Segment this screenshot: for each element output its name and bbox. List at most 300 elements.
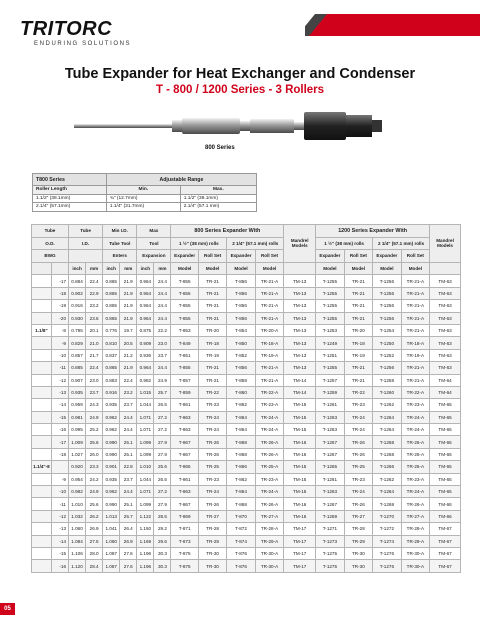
mandrel-800-cell: TM-15	[284, 473, 316, 485]
mandrel-800-cell: TM-13	[284, 287, 316, 299]
rollset-1200-57-cell: TR-19-A	[401, 349, 429, 361]
tube-size-cell	[32, 535, 52, 547]
expander-800-57-cell: T-856	[227, 287, 255, 299]
rollset-800-38-cell: TR-26	[198, 448, 226, 460]
expander-1200-57-cell: T-1268	[373, 448, 401, 460]
max-mm-cell: 29.2	[154, 523, 171, 535]
mandrel-800-cell: TM-15	[284, 424, 316, 436]
model-header: Model	[401, 262, 429, 275]
min-id-inch-cell: 0.810	[103, 337, 120, 349]
rollset-800-38-cell: TR-21	[198, 300, 226, 312]
id-mm-cell: 21.0	[86, 337, 103, 349]
max-inch-cell: 1.071	[137, 411, 154, 423]
id-mm-cell: 27.5	[86, 535, 103, 547]
id-inch-cell: 0.982	[69, 486, 86, 498]
tube-size-cell	[32, 498, 52, 510]
rollset-1200-38-cell: TR-21	[344, 362, 372, 374]
expander-800-38-cell: T-865	[171, 461, 198, 473]
rollset-1200-38-cell: TR-23	[344, 473, 372, 485]
rollset-800-57-cell: TR-30-A	[255, 560, 283, 572]
expander-800-57-cell: T-874	[227, 535, 255, 547]
id-mm-cell: 23.2	[86, 300, 103, 312]
header-banner	[305, 14, 480, 36]
bwg-cell: -9	[51, 337, 68, 349]
min-id-mm-cell: 25.1	[120, 498, 137, 510]
rollset-1200-38-cell: TR-24	[344, 411, 372, 423]
min-id-mm-cell: 25.7	[120, 510, 137, 522]
max-mm-cell: 23.7	[154, 349, 171, 361]
expander-header: Expander	[373, 250, 401, 263]
table-row	[32, 436, 461, 448]
id-mm-cell: 23.6	[86, 312, 103, 324]
rollset-800-57-cell: TR-23-A	[255, 473, 283, 485]
max-mm-cell: 27.2	[154, 424, 171, 436]
expander-800-57-cell: T-854	[227, 324, 255, 336]
mandrel-1200-cell: TM-65	[430, 411, 461, 423]
id-mm-cell: 23.7	[86, 386, 103, 398]
model-header: Model	[316, 262, 344, 275]
max-inch-cell: 1.099	[137, 436, 154, 448]
expander-1200-57-cell: T-1270	[373, 510, 401, 522]
id-inch-cell: 1.009	[69, 436, 86, 448]
min-id-mm-cell: 26.9	[120, 535, 137, 547]
id-mm-cell: 20.1	[86, 324, 103, 336]
mandrel-800-cell: TM-13	[284, 337, 316, 349]
max-mm-cell: 30.3	[154, 560, 171, 572]
rollset-1200-57-cell: TR-23-A	[401, 473, 429, 485]
roller-length-cell: 2.1/4" (57.1mm)	[33, 203, 107, 212]
max-mm-cell: 24.4	[154, 300, 171, 312]
max-mm-cell: 25.7	[154, 386, 171, 398]
roll-set-header: Roll Set	[344, 250, 372, 263]
expander-1200-57-cell: T-1256	[373, 287, 401, 299]
rollset-1200-57-cell: TR-21-A	[401, 374, 429, 386]
min-id-mm-cell: 26.4	[120, 523, 137, 535]
mandrel-1200-cell: TM-63	[430, 337, 461, 349]
expander-1200-38-cell: T-1253	[316, 324, 344, 336]
rollset-800-38-cell: TR-21	[198, 374, 226, 386]
mandrel-1200-cell: TM-67	[430, 560, 461, 572]
min-id-inch-cell: 0.990	[103, 498, 120, 510]
rollset-1200-57-cell: TR-26-A	[401, 448, 429, 460]
max-inch-cell: 1.044	[137, 473, 154, 485]
bwg-cell: -16	[51, 424, 68, 436]
mandrel-800-cell: TM-15	[284, 461, 316, 473]
roller-length-cell: 1.1/2" (38.1mm)	[33, 194, 107, 203]
expander-1200-38-cell: T-1269	[316, 510, 344, 522]
tube-size-cell	[32, 510, 52, 522]
max-mm-cell: 24.4	[154, 362, 171, 374]
rollset-800-57-cell: TR-26-A	[255, 498, 283, 510]
max-mm-cell: 25.6	[154, 461, 171, 473]
expander-1200-57-cell: T-1262	[373, 473, 401, 485]
id-inch-cell: 1.032	[69, 510, 86, 522]
rollset-1200-38-cell: TR-27	[344, 510, 372, 522]
id-inch-cell: 1.084	[69, 535, 86, 547]
max-inch-cell: 0.964	[137, 275, 154, 287]
mandrel-800-cell: TM-17	[284, 523, 316, 535]
bwg-cell: -14	[51, 399, 68, 411]
max-mm-cell: 24.4	[154, 275, 171, 287]
expander-1200-38-cell: T-1267	[316, 498, 344, 510]
bwg-cell: -11	[51, 498, 68, 510]
max-mm-cell: 24.4	[154, 312, 171, 324]
min-id-mm-cell: 24.4	[120, 424, 137, 436]
max-inch-cell: 1.122	[137, 510, 154, 522]
min-id-mm-cell: 21.9	[120, 275, 137, 287]
table-row	[32, 473, 461, 485]
rollset-1200-38-cell: TR-22	[344, 386, 372, 398]
expander-1200-38-cell: T-1265	[316, 461, 344, 473]
mandrel-1200-cell: TM-65	[430, 486, 461, 498]
blank-header	[284, 262, 316, 275]
tube-size-cell	[32, 275, 52, 287]
min-id-inch-cell: 1.013	[103, 510, 120, 522]
rollset-800-57-cell: TR-26-A	[255, 448, 283, 460]
expander-1200-57-cell: T-1276	[373, 547, 401, 559]
rollset-800-38-cell: TR-21	[198, 287, 226, 299]
expander-800-57-cell: T-866	[227, 461, 255, 473]
rollset-1200-57-cell: TR-27-A	[401, 510, 429, 522]
expander-800-38-cell: T-855	[171, 300, 198, 312]
id-mm-cell: 24.9	[86, 486, 103, 498]
rollset-1200-57-cell: TR-23-A	[401, 399, 429, 411]
max-inch-cell: 1.010	[137, 461, 154, 473]
bwg-cell: -17	[51, 436, 68, 448]
expander-header: Expander	[171, 250, 198, 263]
rollset-1200-57-cell: TR-21-A	[401, 287, 429, 299]
mandrel-1200-cell: TM-65	[430, 473, 461, 485]
rollset-1200-57-cell: TR-18-A	[401, 337, 429, 349]
unit-inch: inch	[137, 262, 154, 275]
max-mm-cell: 27.2	[154, 486, 171, 498]
table-row	[32, 324, 461, 336]
id-mm-cell: 22.4	[86, 275, 103, 287]
expander-1200-38-cell: T-1267	[316, 436, 344, 448]
min-id-inch-cell: 0.962	[103, 486, 120, 498]
rollset-800-57-cell: TR-28-A	[255, 523, 283, 535]
expander-800-38-cell: T-855	[171, 362, 198, 374]
expander-header: Expander	[316, 250, 344, 263]
id-inch-cell: 0.959	[69, 399, 86, 411]
table-row	[32, 300, 461, 312]
rollset-800-57-cell: TR-21-A	[255, 287, 283, 299]
max-mm-cell: 28.5	[154, 510, 171, 522]
expander-1200-57-cell: T-1268	[373, 498, 401, 510]
tube-size-cell	[32, 547, 52, 559]
max-inch-cell: 0.964	[137, 312, 154, 324]
id-inch-cell: 0.902	[69, 287, 86, 299]
page-number: 05	[0, 603, 15, 615]
rolls-57-header: 2 1/4" (57.1 mm) rolls	[227, 237, 284, 250]
max-inch-cell: 0.909	[137, 337, 154, 349]
min-id-mm-cell: 21.9	[120, 312, 137, 324]
mandrel-800-cell: TM-14	[284, 386, 316, 398]
max-inch-cell: 1.015	[137, 386, 154, 398]
expander-1200-38-cell: T-1249	[316, 337, 344, 349]
mandrel-label: Mandrel	[290, 238, 309, 244]
min-id-mm-cell: 22.8	[120, 461, 137, 473]
id-mm-cell: 24.3	[86, 399, 103, 411]
expander-1200-57-cell: T-1276	[373, 560, 401, 572]
table-row	[32, 411, 461, 423]
expander-800-38-cell: T-863	[171, 411, 198, 423]
id-mm-cell: 26.2	[86, 510, 103, 522]
max-mm-cell: 27.9	[154, 448, 171, 460]
bwg-header: BWG	[32, 250, 69, 263]
rollset-1200-38-cell: TR-30	[344, 560, 372, 572]
id-inch-cell: 0.954	[69, 473, 86, 485]
table-row	[32, 510, 461, 522]
mandrel-models-header	[284, 225, 316, 263]
expander-1200-38-cell: T-1271	[316, 523, 344, 535]
expander-800-38-cell: T-855	[171, 287, 198, 299]
max-inch-cell: 0.982	[137, 374, 154, 386]
blank-header	[430, 262, 461, 275]
rollset-800-38-cell: TR-19	[198, 349, 226, 361]
max-mm-cell: 30.3	[154, 547, 171, 559]
id-inch-cell: 1.120	[69, 560, 86, 572]
id-mm-cell: 26.9	[86, 523, 103, 535]
rollset-1200-38-cell: TR-21	[344, 287, 372, 299]
rollset-800-38-cell: TR-25	[198, 461, 226, 473]
mandrel-1200-cell: TM-66	[430, 448, 461, 460]
rollset-800-57-cell: TR-26-A	[255, 436, 283, 448]
expander-800-57-cell: T-864	[227, 411, 255, 423]
table-row	[32, 374, 461, 386]
id-inch-cell: 0.935	[69, 386, 86, 398]
min-id-inch-cell: 1.041	[103, 523, 120, 535]
id-inch-cell: 0.907	[69, 374, 86, 386]
mandrel-800-cell: TM-15	[284, 411, 316, 423]
expander-800-38-cell: T-859	[171, 386, 198, 398]
id-inch-cell: 0.995	[69, 424, 86, 436]
rollset-800-38-cell: TR-22	[198, 386, 226, 398]
min-id-inch-cell: 0.962	[103, 411, 120, 423]
max-inch-cell: 1.196	[137, 547, 154, 559]
max-header: Max.	[180, 186, 256, 195]
mandrel-800-cell: TM-13	[284, 362, 316, 374]
logo-brand: TRITORC	[20, 18, 113, 40]
max-inch-cell: 1.071	[137, 424, 154, 436]
expander-1200-57-cell: T-1260	[373, 386, 401, 398]
rollset-800-38-cell: TR-29	[198, 535, 226, 547]
table-row	[32, 399, 461, 411]
mandrel-1200-cell: TM-63	[430, 349, 461, 361]
bwg-cell: -17	[51, 275, 68, 287]
tube-size-cell	[32, 448, 52, 460]
tube-size-cell	[32, 362, 52, 374]
bwg-cell: -16	[51, 560, 68, 572]
tube-size-cell	[32, 287, 52, 299]
mandrel-1200-cell: TM-63	[430, 275, 461, 287]
min-id-inch-cell: 1.060	[103, 535, 120, 547]
rolls-38-header: 1 ½" (38 mm) rolls	[171, 237, 227, 250]
id-mm-cell: 23.3	[86, 461, 103, 473]
rollset-1200-57-cell: TR-21-A	[401, 362, 429, 374]
rollset-800-57-cell: TR-30-A	[255, 547, 283, 559]
max-mm-cell: 27.2	[154, 411, 171, 423]
min-id-inch-cell: 0.865	[103, 362, 120, 374]
table-row	[32, 337, 461, 349]
rolls-57-header: 2 1/4" (57.1 mm) rolls	[373, 237, 430, 250]
max-mm-cell: 23.0	[154, 337, 171, 349]
min-id-inch-cell: 0.990	[103, 448, 120, 460]
bwg-cell: -8	[51, 324, 68, 336]
expander-800-57-cell: T-856	[227, 275, 255, 287]
min-id-inch-cell: 0.865	[103, 275, 120, 287]
bwg-cell: -19	[51, 300, 68, 312]
unit-mm: mm	[86, 262, 103, 275]
rollset-1200-57-cell: TR-28-A	[401, 523, 429, 535]
expander-800-57-cell: T-862	[227, 473, 255, 485]
id-inch-cell: 0.930	[69, 312, 86, 324]
unit-mm: mm	[154, 262, 171, 275]
expander-800-38-cell: T-853	[171, 324, 198, 336]
max-mm-cell: 24.9	[154, 374, 171, 386]
mandrel-1200-cell: TM-67	[430, 547, 461, 559]
tube-size-cell	[32, 374, 52, 386]
id-inch-cell: 0.920	[69, 461, 86, 473]
mandrel-1200-cell: TM-63	[430, 287, 461, 299]
bwg-cell: -13	[51, 523, 68, 535]
min-id-inch-cell: 1.087	[103, 547, 120, 559]
mandrel-800-cell: TM-13	[284, 349, 316, 361]
expander-1200-38-cell: T-1255	[316, 300, 344, 312]
tube-tool-header: Tube Tool	[103, 237, 137, 250]
rollset-800-38-cell: TR-28	[198, 523, 226, 535]
rollset-1200-38-cell: TR-26	[344, 448, 372, 460]
tube-expander-image	[74, 104, 384, 148]
rollset-1200-57-cell: TR-25-A	[401, 461, 429, 473]
rollset-1200-38-cell: TR-24	[344, 424, 372, 436]
expander-800-38-cell: T-869	[171, 510, 198, 522]
rollset-1200-38-cell: TR-21	[344, 374, 372, 386]
expander-1200-57-cell: T-1254	[373, 324, 401, 336]
expander-1200-57-cell: T-1258	[373, 374, 401, 386]
expander-800-57-cell: T-872	[227, 523, 255, 535]
tube-size-cell	[32, 473, 52, 485]
expander-1200-57-cell: T-1266	[373, 461, 401, 473]
rollset-1200-57-cell: TR-24-A	[401, 486, 429, 498]
expander-800-57-cell: T-876	[227, 560, 255, 572]
min-id-mm-cell: 20.5	[120, 337, 137, 349]
id-inch-cell: 0.829	[69, 337, 86, 349]
bwg-cell: -20	[51, 312, 68, 324]
models-label: Models	[291, 243, 308, 249]
rollset-1200-57-cell: TR-21-A	[401, 300, 429, 312]
expander-800-38-cell: T-867	[171, 498, 198, 510]
max-inch-cell: 0.964	[137, 287, 154, 299]
blank-header	[32, 262, 52, 275]
min-id-mm-cell: 27.6	[120, 560, 137, 572]
table-row	[33, 194, 257, 203]
mandrel-1200-cell: TM-65	[430, 399, 461, 411]
id-mm-cell: 28.0	[86, 547, 103, 559]
rollset-800-38-cell: TR-21	[198, 312, 226, 324]
expander-800-38-cell: T-851	[171, 349, 198, 361]
id-inch-cell: 0.981	[69, 411, 86, 423]
expander-800-38-cell: T-861	[171, 473, 198, 485]
expander-1200-38-cell: T-1259	[316, 386, 344, 398]
expander-1200-38-cell: T-1255	[316, 312, 344, 324]
rollset-1200-57-cell: TR-24-A	[401, 411, 429, 423]
min-cell: ¾" (12.7mm)	[106, 194, 180, 203]
bwg-cell: -10	[51, 486, 68, 498]
expander-800-57-cell: T-852	[227, 349, 255, 361]
model-header: Model	[344, 262, 372, 275]
blank-header	[69, 250, 103, 263]
expander-800-57-cell: T-864	[227, 486, 255, 498]
rollset-800-57-cell: TR-21-A	[255, 362, 283, 374]
rollset-800-38-cell: TR-24	[198, 486, 226, 498]
rollset-1200-57-cell: TR-26-A	[401, 436, 429, 448]
roll-set-header: Roll Set	[401, 250, 429, 263]
table-row	[32, 560, 461, 572]
bwg-cell: -10	[51, 349, 68, 361]
mandrel-1200-cell: TM-67	[430, 535, 461, 547]
series-label: T800 Series	[33, 174, 107, 186]
model-header: Model	[227, 262, 255, 275]
tube-size-cell	[32, 312, 52, 324]
enters-header: Enters	[103, 250, 137, 263]
mandrel-1200-cell: TM-67	[430, 523, 461, 535]
mandrel-1200-cell: TM-64	[430, 386, 461, 398]
tube-od-header: Tube	[32, 225, 69, 238]
tube-size-cell	[32, 337, 52, 349]
rollset-800-38-cell: TR-23	[198, 399, 226, 411]
tube-size-cell	[32, 424, 52, 436]
min-id-mm-cell: 22.4	[120, 374, 137, 386]
expander-800-38-cell: T-875	[171, 560, 198, 572]
rollset-1200-57-cell: TR-21-A	[401, 312, 429, 324]
mandrel-1200-cell: TM-66	[430, 436, 461, 448]
mandrel-800-cell: TM-13	[284, 324, 316, 336]
mandrel-800-cell: TM-17	[284, 535, 316, 547]
rollset-1200-57-cell: TR-26-A	[401, 498, 429, 510]
max-mm-cell: 22.2	[154, 324, 171, 336]
expander-1200-38-cell: T-1261	[316, 473, 344, 485]
mandrel-1200-cell: TM-64	[430, 374, 461, 386]
rollset-1200-38-cell: TR-21	[344, 275, 372, 287]
expansion-header: Expansion	[137, 250, 171, 263]
unit-inch: inch	[103, 262, 120, 275]
expander-800-57-cell: T-868	[227, 436, 255, 448]
rollset-800-57-cell: TR-18-A	[255, 337, 283, 349]
rollset-800-38-cell: TR-24	[198, 424, 226, 436]
mandrel-800-cell: TM-15	[284, 399, 316, 411]
expander-1200-57-cell: T-1256	[373, 275, 401, 287]
rollset-1200-38-cell: TR-26	[344, 436, 372, 448]
bwg-cell	[51, 461, 68, 473]
id-mm-cell: 21.7	[86, 349, 103, 361]
expander-800-57-cell: T-868	[227, 448, 255, 460]
table-row	[32, 424, 461, 436]
max-inch-cell: 1.099	[137, 448, 154, 460]
min-id-mm-cell: 25.1	[120, 436, 137, 448]
tube-size-cell	[32, 300, 52, 312]
table-row	[32, 448, 461, 460]
rollset-1200-38-cell: TR-26	[344, 498, 372, 510]
table-row	[32, 486, 461, 498]
rollset-800-38-cell: TR-20	[198, 324, 226, 336]
id-inch-cell: 0.885	[69, 362, 86, 374]
rollset-800-57-cell: TR-27-A	[255, 510, 283, 522]
min-id-inch-cell: 0.901	[103, 461, 120, 473]
tube-size-cell	[32, 411, 52, 423]
expander-800-38-cell: T-857	[171, 374, 198, 386]
min-id-inch-cell: 0.935	[103, 473, 120, 485]
